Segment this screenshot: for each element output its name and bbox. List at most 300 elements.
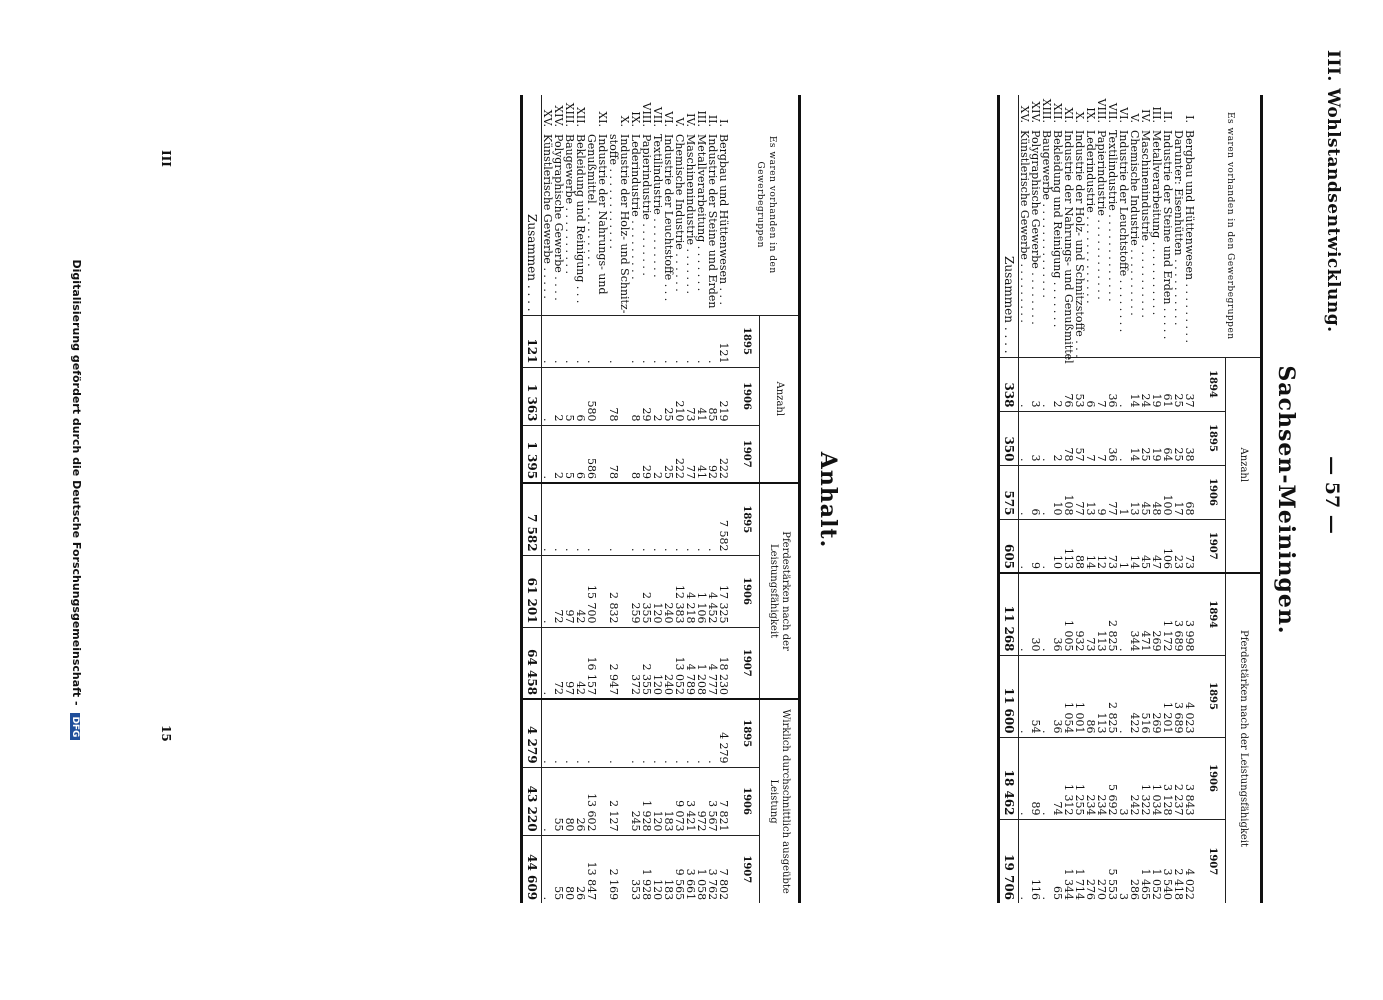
cell-pferdestaerken: . <box>1019 737 1031 819</box>
cell-anzahl: 13 <box>1129 465 1140 519</box>
year-header: 1907 <box>735 627 760 699</box>
cell-anzahl: 8 <box>630 367 641 425</box>
cell-wirklich: 245 <box>630 767 641 835</box>
cell-anzahl: 100 <box>1162 465 1173 519</box>
cell-wirklich: 972 <box>696 767 707 835</box>
total-label: Zusammen . . . . <box>522 131 542 315</box>
cell-pferdestaerken: 5 692 <box>1107 737 1118 819</box>
cell-anzahl: 7 <box>1096 357 1107 411</box>
row-number: III. <box>695 110 708 127</box>
cell-anzahl: 41 <box>696 367 707 425</box>
cell-wirklich: . <box>586 699 597 767</box>
cell-anzahl: 57 <box>1074 411 1085 465</box>
cell-anzahl: . <box>674 315 685 367</box>
cell-pferdestaerken: . <box>1118 573 1129 655</box>
cell-anzahl: . <box>564 315 575 367</box>
cell-wirklich: 3 661 <box>685 835 696 903</box>
table-row <box>553 95 564 903</box>
table-row <box>1074 95 1085 903</box>
row-label: Baugewerbe . . . . . . . . . . <box>563 134 576 274</box>
cell-pferdestaerken: 240 <box>663 555 674 627</box>
cell-pferdestaerken: 3 689 <box>1173 655 1184 737</box>
cell-anzahl: . <box>553 315 564 367</box>
cell-wirklich: 80 <box>564 767 575 835</box>
cell-anzahl: 23 <box>1173 519 1184 573</box>
cell-pferdestaerken: 269 <box>1151 655 1162 737</box>
cell-pferdestaerken: 72 <box>553 627 564 699</box>
header-wirklich: Wirklich durchschnittlich ausgeübte Leistung <box>760 699 800 903</box>
cell-pferdestaerken: . <box>542 627 554 699</box>
cell-pferdestaerken: 15 700 <box>586 555 597 627</box>
cell-anzahl: . <box>1041 357 1052 411</box>
row-number <box>522 95 542 131</box>
row-number: XV. <box>1018 105 1031 123</box>
year-header: 1895 <box>735 483 760 555</box>
cell-anzahl: . <box>1041 519 1052 573</box>
stub-header: Es waren vorhanden in den Gewerbegruppen <box>755 135 778 274</box>
row-label: Bergbau und Hüttenwesen . . . . . . . . . <box>1183 130 1196 343</box>
cell-pferdestaerken: 113 <box>1096 655 1107 737</box>
cell-pferdestaerken: 4 777 <box>707 627 718 699</box>
cell-anzahl: 10 <box>1052 465 1063 519</box>
cell-wirklich: . <box>542 835 554 903</box>
cell-wirklich: 183 <box>663 767 674 835</box>
row-label: Industrie der Nahrungs- und <box>596 134 609 295</box>
header-anzahl: Anzahl <box>760 315 800 483</box>
row-number: X. <box>618 115 631 127</box>
cell-pferdestaerken: 116 <box>1030 819 1041 903</box>
cell-anzahl: 2 <box>553 425 564 483</box>
cell-wirklich: 1 928 <box>641 767 652 835</box>
cell-pferdestaerken: 2 825 <box>1107 573 1118 655</box>
cell-anzahl: 3 <box>1030 357 1041 411</box>
cell-pferdestaerken: 1 201 <box>1162 655 1173 737</box>
cell-pferdestaerken: 269 <box>1151 573 1162 655</box>
year-header: 1895 <box>735 315 760 367</box>
total-wirklich: 44 609 <box>522 835 542 903</box>
total-row <box>522 95 542 903</box>
total-anzahl: 605 <box>999 519 1019 573</box>
cell-wirklich: 7 802 <box>718 835 735 903</box>
cell-anzahl: . <box>542 315 554 367</box>
cell-anzahl: . <box>1019 465 1031 519</box>
cell-pferdestaerken: . <box>1019 573 1031 655</box>
cell-pferdestaerken: . <box>542 483 554 555</box>
cell-pferdestaerken: 932 <box>1074 573 1085 655</box>
cell-pferdestaerken: 89 <box>1030 737 1041 819</box>
row-number: XIV. <box>1029 101 1042 123</box>
cell-pferdestaerken <box>619 483 630 555</box>
cell-pferdestaerken: . <box>1041 819 1052 903</box>
row-label: Industrie der Nahrungs- und Genußmittel <box>1062 130 1075 364</box>
cell-anzahl: 2 <box>1052 411 1063 465</box>
cell-anzahl: 85 <box>707 367 718 425</box>
cell-pferdestaerken: 1 005 <box>1063 573 1074 655</box>
cell-anzahl: 9 <box>1030 519 1041 573</box>
title-anhalt: Anhalt. <box>815 451 841 549</box>
cell-anzahl: 14 <box>1085 519 1096 573</box>
row-label: Industrie der Leuchtstoffe . . . <box>662 134 675 302</box>
cell-anzahl: . <box>1019 411 1031 465</box>
cell-wirklich: . <box>542 767 554 835</box>
year-header: 1906 <box>1201 737 1226 819</box>
cell-wirklich: . <box>575 699 586 767</box>
title-sachsen-meiningen: Sachsen-Meiningen. <box>1273 365 1299 635</box>
cell-anzahl: 19 <box>1151 357 1162 411</box>
row-label: Maschinenindustrie . . . . . . . . . . . <box>1139 130 1152 318</box>
cell-anzahl: 17 <box>1173 465 1184 519</box>
row-label: Lederindustrie . . . . . . . . . <box>629 134 642 280</box>
table-row <box>597 95 608 903</box>
row-number: VII. <box>651 106 664 127</box>
cell-wirklich: 13 847 <box>586 835 597 903</box>
cell-pferdestaerken: 3 <box>1118 737 1129 819</box>
year-header: 1895 <box>735 699 760 767</box>
total-anzahl: 1 395 <box>522 425 542 483</box>
cell-anzahl: . <box>630 315 641 367</box>
row-label: Polygraphische Gewerbe . . . . . . . . <box>1029 130 1042 325</box>
cell-pferdestaerken: 3 <box>1118 819 1129 903</box>
table-row <box>630 95 641 903</box>
cell-anzahl: 73 <box>1107 519 1118 573</box>
total-label: Zusammen . . . . <box>999 127 1019 357</box>
year-header: 1895 <box>1201 411 1226 465</box>
cell-wirklich: 3 567 <box>707 767 718 835</box>
cell-pferdestaerken: 3 128 <box>1162 737 1173 819</box>
cell-anzahl: 3 <box>1030 411 1041 465</box>
table-sachsen-meiningen <box>997 95 1263 903</box>
table-row <box>641 95 652 903</box>
cell-anzahl: 6 <box>1030 465 1041 519</box>
row-label: Papierindustrie . . . . . . . . . . . . <box>1095 130 1108 300</box>
cell-anzahl: . <box>586 315 597 367</box>
total-pferdestaerken: 18 462 <box>999 737 1019 819</box>
cell-pferdestaerken <box>597 483 608 555</box>
cell-pferdestaerken: 17 325 <box>718 555 735 627</box>
cell-anzahl: . <box>542 367 554 425</box>
row-number: VII. <box>1106 102 1119 123</box>
cell-anzahl: 68 <box>1184 465 1201 519</box>
cell-anzahl: 5 <box>564 367 575 425</box>
cell-wirklich: 55 <box>553 767 564 835</box>
cell-wirklich: 3 421 <box>685 767 696 835</box>
row-number: XIII. <box>563 102 576 127</box>
table-row <box>1118 95 1129 903</box>
cell-pferdestaerken: 13 052 <box>674 627 685 699</box>
cell-pferdestaerken: . <box>1118 655 1129 737</box>
cell-anzahl: 8 <box>630 425 641 483</box>
cell-anzahl: 76 <box>1063 357 1074 411</box>
cell-wirklich: 26 <box>575 835 586 903</box>
header-anzahl: Anzahl <box>1226 357 1262 573</box>
total-anzahl: 1 363 <box>522 367 542 425</box>
cell-pferdestaerken: . <box>1019 819 1031 903</box>
cell-anzahl: 48 <box>1151 465 1162 519</box>
table-body <box>522 95 736 903</box>
cell-anzahl: 6 <box>575 425 586 483</box>
cell-pferdestaerken: 3 843 <box>1184 737 1201 819</box>
cell-pferdestaerken: 259 <box>630 555 641 627</box>
cell-pferdestaerken: . <box>641 483 652 555</box>
total-anzahl: 575 <box>999 465 1019 519</box>
cell-pferdestaerken: 4 452 <box>707 555 718 627</box>
row-label: Industrie der Holz- und Schnitzstoffe . . . <box>1073 130 1086 358</box>
table-row <box>718 95 735 903</box>
cell-pferdestaerken: 471 <box>1140 573 1151 655</box>
cell-anzahl: . <box>1041 411 1052 465</box>
cell-wirklich: 183 <box>663 835 674 903</box>
cell-anzahl: 6 <box>1085 357 1096 411</box>
row-label: Bekleidung und Reinigung . . . . . . . <box>1051 130 1064 328</box>
row-number: IX. <box>629 111 642 127</box>
cell-pferdestaerken: 7 582 <box>718 483 735 555</box>
cell-anzahl: 113 <box>1063 519 1074 573</box>
cell-anzahl: 77 <box>1074 465 1085 519</box>
total-anzahl: 350 <box>999 411 1019 465</box>
row-number: VI. <box>662 111 675 127</box>
cell-pferdestaerken: 2 947 <box>608 627 619 699</box>
cell-pferdestaerken: 1 208 <box>696 627 707 699</box>
cell-pferdestaerken: 16 157 <box>586 627 597 699</box>
year-header: 1906 <box>1201 465 1226 519</box>
row-label: Genußmittel . . . . . . . . . <box>585 134 598 267</box>
cell-pferdestaerken: 242 <box>1129 737 1140 819</box>
cell-wirklich: 3 762 <box>707 835 718 903</box>
cell-pferdestaerken: . <box>542 555 554 627</box>
cell-pferdestaerken: . <box>1019 655 1031 737</box>
cell-pferdestaerken: 1 465 <box>1140 819 1151 903</box>
cell-anzahl: . <box>641 315 652 367</box>
row-label: Textilindustrie . . . . . . . . . <box>651 134 664 278</box>
footer-note <box>70 10 83 990</box>
cell-anzahl: 2 <box>1052 357 1063 411</box>
cell-anzahl: 78 <box>608 367 619 425</box>
cell-anzahl: 10 <box>1052 519 1063 573</box>
footer-note-text: Digitalisierung gefördert durch die Deutsche Forschungsgemeinschaft - <box>70 259 83 706</box>
cell-wirklich: 120 <box>652 767 663 835</box>
cell-anzahl: . <box>696 315 707 367</box>
row-label: Chemische Industrie . . . . . . . . . . <box>1128 130 1141 316</box>
cell-pferdestaerken: 120 <box>652 555 663 627</box>
cell-wirklich: 4 279 <box>718 699 735 767</box>
cell-wirklich <box>619 699 630 767</box>
cell-pferdestaerken: . <box>1041 655 1052 737</box>
cell-pferdestaerken: 120 <box>652 627 663 699</box>
row-number: XIV. <box>552 105 565 127</box>
cell-pferdestaerken: 2 825 <box>1107 655 1118 737</box>
year-header: 1906 <box>735 767 760 835</box>
cell-anzahl: 2 <box>553 367 564 425</box>
total-wirklich: 43 220 <box>522 767 542 835</box>
cell-anzahl: 45 <box>1140 465 1151 519</box>
cell-anzahl: 45 <box>1140 519 1151 573</box>
cell-pferdestaerken: . <box>652 483 663 555</box>
cell-pferdestaerken: 1 106 <box>696 555 707 627</box>
cell-pferdestaerken: 36 <box>1052 573 1063 655</box>
cell-anzahl: 1 <box>1118 519 1129 573</box>
table-row <box>1019 95 1031 903</box>
table-row <box>1107 95 1118 903</box>
row-number: XIII. <box>1040 98 1053 123</box>
cell-anzahl: 2 <box>652 425 663 483</box>
table-row <box>1140 95 1151 903</box>
total-pferdestaerken: 64 458 <box>522 627 542 699</box>
cell-pferdestaerken: 1 001 <box>1074 655 1085 737</box>
cell-pferdestaerken: 2 355 <box>641 555 652 627</box>
cell-anzahl: 219 <box>718 367 735 425</box>
cell-wirklich: . <box>674 699 685 767</box>
cell-anzahl: 12 <box>1096 519 1107 573</box>
row-number: IX. <box>1084 107 1097 123</box>
cell-anzahl: . <box>1118 411 1129 465</box>
row-label: Bekleidung und Reinigung . . . <box>574 134 587 304</box>
row-number: VIII. <box>1095 98 1108 123</box>
cell-pferdestaerken: 3 540 <box>1162 819 1173 903</box>
cell-pferdestaerken: 54 <box>1030 655 1041 737</box>
cell-pferdestaerken: . <box>630 483 641 555</box>
cell-pferdestaerken: 2 355 <box>641 627 652 699</box>
cell-pferdestaerken: 1 714 <box>1074 819 1085 903</box>
year-header: 1907 <box>735 835 760 903</box>
cell-pferdestaerken: . <box>696 483 707 555</box>
total-wirklich: 4 279 <box>522 699 542 767</box>
cell-pferdestaerken: 234 <box>1096 737 1107 819</box>
cell-pferdestaerken: 72 <box>553 555 564 627</box>
cell-anzahl: 24 <box>1140 357 1151 411</box>
cell-wirklich: . <box>663 699 674 767</box>
cell-anzahl: 25 <box>1140 411 1151 465</box>
cell-pferdestaerken: 73 <box>1085 573 1096 655</box>
cell-pferdestaerken: 234 <box>1085 737 1096 819</box>
running-header <box>1313 50 1343 940</box>
cell-pferdestaerken: 86 <box>1085 655 1096 737</box>
cell-anzahl: 25 <box>663 367 674 425</box>
table-row <box>564 95 575 903</box>
header-pferdestaerken: Pferdestärken nach der Leistungsfähigkeit <box>760 483 800 699</box>
cell-pferdestaerken: 516 <box>1140 655 1151 737</box>
cell-anzahl: 29 <box>641 425 652 483</box>
cell-anzahl: 7 <box>1085 411 1096 465</box>
cell-anzahl: 222 <box>718 425 735 483</box>
cell-anzahl: 92 <box>707 425 718 483</box>
row-number: VIII. <box>640 102 653 127</box>
table-row <box>1096 95 1107 903</box>
row-number: XII. <box>1051 102 1064 123</box>
cell-pferdestaerken: 1 312 <box>1063 737 1074 819</box>
cell-pferdestaerken: 1 054 <box>1063 655 1074 737</box>
cell-anzahl: . <box>1041 465 1052 519</box>
cell-anzahl: . <box>685 315 696 367</box>
cell-anzahl: 78 <box>608 425 619 483</box>
cell-anzahl: 73 <box>1184 519 1201 573</box>
row-number: IV. <box>684 113 697 127</box>
cell-pferdestaerken: 286 <box>1129 819 1140 903</box>
cell-anzahl: 29 <box>641 367 652 425</box>
cell-pferdestaerken: 97 <box>564 555 575 627</box>
cell-anzahl: . <box>542 425 554 483</box>
table-row <box>542 95 554 903</box>
table-row <box>608 95 619 903</box>
cell-wirklich: 1 928 <box>641 835 652 903</box>
header-pferdestaerken: Pferdestärken nach der Leistungsfähigkeit <box>1226 573 1262 903</box>
table-row <box>674 95 685 903</box>
total-row <box>999 95 1019 903</box>
cell-anzahl: 222 <box>674 425 685 483</box>
cell-anzahl: 38 <box>1184 411 1201 465</box>
cell-anzahl: 25 <box>1173 411 1184 465</box>
cell-pferdestaerken: 12 383 <box>674 555 685 627</box>
cell-pferdestaerken: 42 <box>575 555 586 627</box>
cell-wirklich: 1 058 <box>696 835 707 903</box>
cell-wirklich <box>597 699 608 767</box>
table-row <box>1129 95 1140 903</box>
cell-pferdestaerken: . <box>707 483 718 555</box>
cell-pferdestaerken: 18 230 <box>718 627 735 699</box>
cell-anzahl: 19 <box>1151 411 1162 465</box>
row-label: Chemische Industrie . . . . . . <box>673 134 686 292</box>
cell-pferdestaerken: 5 553 <box>1107 819 1118 903</box>
table-row <box>1162 95 1173 903</box>
cell-anzahl: 73 <box>685 367 696 425</box>
cell-pferdestaerken: 344 <box>1129 573 1140 655</box>
row-number: II. <box>1161 110 1174 123</box>
cell-pferdestaerken: . <box>553 483 564 555</box>
cell-pferdestaerken: 74 <box>1052 737 1063 819</box>
cell-pferdestaerken: 65 <box>1052 819 1063 903</box>
row-label: Metallverarbeitung . . . . . . . <box>695 134 708 292</box>
cell-wirklich: . <box>542 699 554 767</box>
row-number: II. <box>706 114 719 127</box>
cell-anzahl: 580 <box>586 367 597 425</box>
section-header: III. Wohlstandsentwicklung. <box>1323 50 1343 333</box>
table-row <box>696 95 707 903</box>
total-pferdestaerken: 11 268 <box>999 573 1019 655</box>
table-row <box>1173 95 1184 903</box>
table-row <box>1085 95 1096 903</box>
cell-anzahl: . <box>575 315 586 367</box>
cell-wirklich: 353 <box>630 835 641 903</box>
cell-pferdestaerken: 240 <box>663 627 674 699</box>
total-pferdestaerken: 61 201 <box>522 555 542 627</box>
cell-pferdestaerken: 276 <box>1085 819 1096 903</box>
cell-pferdestaerken: . <box>608 483 619 555</box>
year-header: 1907 <box>735 425 760 483</box>
cell-anzahl: 14 <box>1129 519 1140 573</box>
cell-anzahl: 5 <box>564 425 575 483</box>
table-row <box>707 95 718 903</box>
row-label: Papierindustrie . . . . . . . . <box>640 134 653 276</box>
cell-pferdestaerken: . <box>1041 737 1052 819</box>
cell-pferdestaerken: 422 <box>1129 655 1140 737</box>
row-number: XII. <box>574 106 587 127</box>
dfg-logo: DFG <box>70 713 80 740</box>
year-header: 1907 <box>1201 519 1226 573</box>
cell-pferdestaerken: 42 <box>575 627 586 699</box>
table-row <box>586 95 597 903</box>
cell-wirklich: . <box>685 699 696 767</box>
row-number: I. <box>1183 115 1196 123</box>
cell-pferdestaerken: 1 034 <box>1151 737 1162 819</box>
row-number: VI. <box>1117 107 1130 123</box>
cell-pferdestaerken: 1 052 <box>1151 819 1162 903</box>
row-number: XV. <box>541 109 554 127</box>
table-row <box>1030 95 1041 903</box>
cell-anzahl: 6 <box>575 367 586 425</box>
cell-wirklich: 9 073 <box>674 767 685 835</box>
cell-wirklich: . <box>630 699 641 767</box>
year-header: 1907 <box>1201 819 1226 903</box>
cell-wirklich: . <box>608 699 619 767</box>
